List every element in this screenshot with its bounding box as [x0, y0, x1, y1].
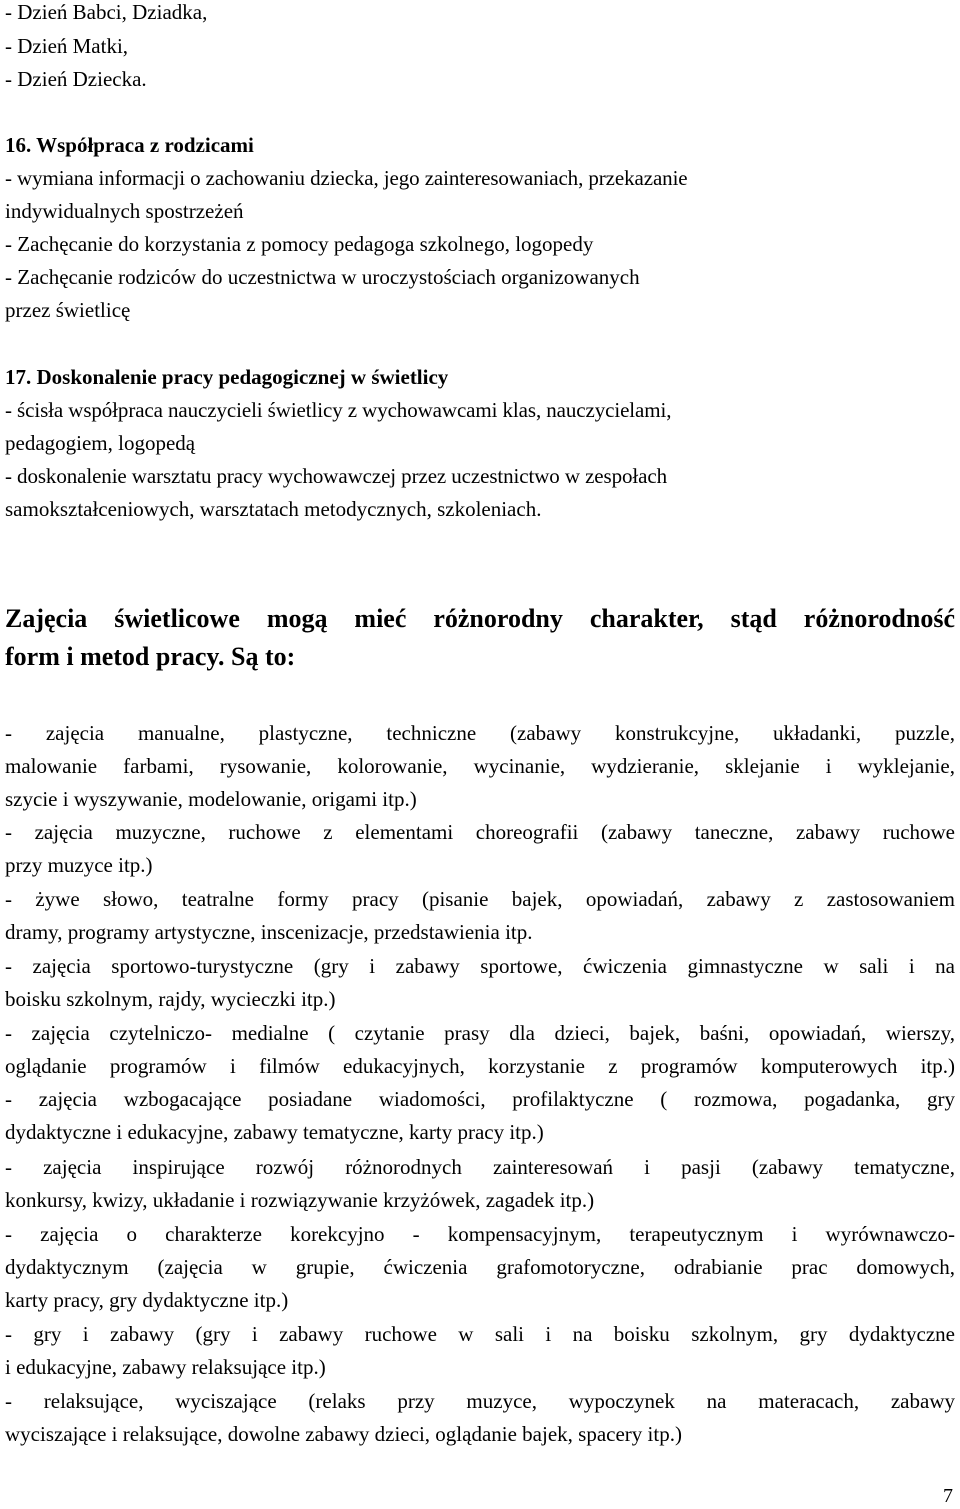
summary-heading: form i metod pracy. Są to: [5, 642, 296, 671]
paragraph-line: - doskonalenie warsztatu pracy wychowawczej przez uczestnictwo w zespołach [5, 464, 667, 488]
activity-line: i edukacyjne, zabawy relaksujące itp.) [5, 1355, 326, 1379]
activity-line: - zajęcia inspirujące rozwój różnorodnych zainteresowań i pasji (zabawy tematyczne, [5, 1155, 955, 1179]
activity-line: szycie i wyszywanie, modelowanie, origami itp.) [5, 787, 417, 811]
activity-line: przy muzyce itp.) [5, 853, 153, 877]
paragraph-line: - ścisła współpraca nauczycieli świetlicy z wychowawcami klas, nauczycielami, [5, 398, 672, 422]
activity-line: wyciszające i relaksujące, dowolne zabawy dzieci, oglądanie bajek, spacery itp.) [5, 1422, 682, 1446]
paragraph-line: - wymiana informacji o zachowaniu dziecka, jego zainteresowaniach, przekazanie [5, 166, 688, 190]
activity-line: - zajęcia muzyczne, ruchowe z elementami choreografii (zabawy taneczne, zabawy ruchowe [5, 820, 955, 844]
activity-line: - relaksujące, wyciszające (relaks przy muzyce, wypoczynek na materacach, zabawy [5, 1389, 955, 1413]
activity-line: boisku szkolnym, rajdy, wycieczki itp.) [5, 987, 336, 1011]
page-number: 7 [943, 1485, 953, 1507]
activity-line: dramy, programy artystyczne, inscenizacje, przedstawienia itp. [5, 920, 533, 944]
activity-line: dydaktycznym (zajęcia w grupie, ćwiczenia grafomotoryczne, odrabianie prac domowych, [5, 1255, 955, 1279]
activity-line: - zajęcia manualne, plastyczne, techniczne (zabawy konstrukcyjne, układanki, puzzle, [5, 721, 955, 745]
list-item: - Dzień Babci, Dziadka, [5, 0, 208, 24]
activity-line: - zajęcia wzbogacające posiadane wiadomości, profilaktyczne ( rozmowa, pogadanka, gry [5, 1087, 955, 1111]
activity-line: dydaktyczne i edukacyjne, zabawy tematyczne, karty pracy itp.) [5, 1120, 544, 1144]
paragraph-line: samokształceniowych, warsztatach metodycznych, szkoleniach. [5, 497, 542, 521]
paragraph-line: indywidualnych spostrzeżeń [5, 199, 244, 223]
activity-line: malowanie farbami, rysowanie, kolorowanie, wycinanie, wydzieranie, sklejanie i wyklejanie, [5, 754, 955, 778]
activity-line: - zajęcia o charakterze korekcyjno - kompensacyjnym, terapeutycznym i wyrównawczo- [5, 1222, 955, 1246]
section-heading: 16. Współpraca z rodzicami [5, 133, 254, 157]
paragraph-line: - Zachęcanie do korzystania z pomocy pedagoga szkolnego, logopedy [5, 232, 594, 256]
paragraph-line: pedagogiem, logopedą [5, 431, 196, 455]
activity-line: konkursy, kwizy, układanie i rozwiązywanie krzyżówek, zagadek itp.) [5, 1188, 595, 1212]
activity-line: - żywe słowo, teatralne formy pracy (pisanie bajek, opowiadań, zabawy z zastosowaniem [5, 887, 955, 911]
list-item: - Dzień Dziecka. [5, 67, 147, 91]
activity-line: - gry i zabawy (gry i zabawy ruchowe w sali i na boisku szkolnym, gry dydaktyczne [5, 1322, 955, 1346]
paragraph-line: przez świetlicę [5, 298, 131, 322]
list-item: - Dzień Matki, [5, 34, 129, 58]
activity-line: - zajęcia czytelniczo- medialne ( czytanie prasy dla dzieci, bajek, baśni, opowiadań, wierszy, [5, 1021, 955, 1045]
paragraph-line: - Zachęcanie rodziców do uczestnictwa w uroczystościach organizowanych [5, 265, 640, 289]
section-heading: 17. Doskonalenie pracy pedagogicznej w świetlicy [5, 365, 449, 389]
activity-line: - zajęcia sportowo-turystyczne (gry i zabawy sportowe, ćwiczenia gimnastyczne w sali i na [5, 954, 955, 978]
activity-line: oglądanie programów i filmów edukacyjnych, korzystanie z programów komputerowych itp.) [5, 1054, 955, 1078]
activity-line: karty pracy, gry dydaktyczne itp.) [5, 1288, 289, 1312]
summary-heading: Zajęcia świetlicowe mogą mieć różnorodny charakter, stąd różnorodność [5, 604, 955, 633]
